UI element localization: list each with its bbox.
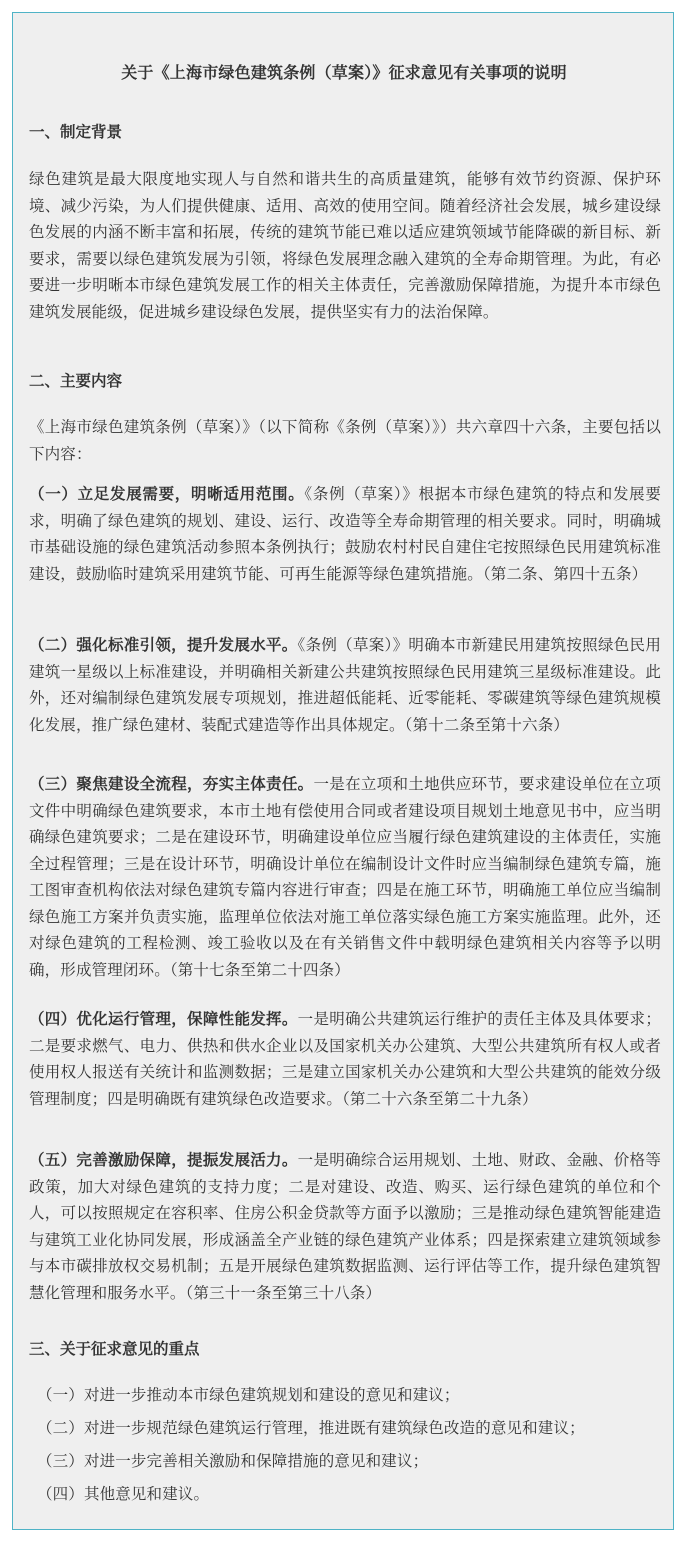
focus-item-1: （一）对进一步推动本市绿色建筑规划和建设的意见和建议； xyxy=(37,1386,460,1404)
content-item-4-text: 一是明确公共建筑运行维护的责任主体及具体要求；二是要求燃气、电力、供热和供水企业以及国家机关办公建筑、大型公共建筑所有权人或者使用权人报送有关统计和监测数据；三是建立国家机关办公建筑和大型公共建筑的能效分级管理制度；四是明确既有建筑绿色改造要求。（第二十六条至第二十九条） xyxy=(29,1010,661,1108)
focus-item-3: （三）对进一步完善相关激励和保障措施的意见和建议； xyxy=(37,1452,429,1470)
content-item-5 xyxy=(29,1147,661,1306)
content-item-1-text: 《条例（草案）》根据本市绿色建筑的特点和发展要求，明确了绿色建筑的规划、建设、运行、改造等全寿命期管理的相关要求。同时，明确城市基础设施的绿色建筑活动参照本条例执行；鼓励农村村民自建住宅按照绿色民用建筑标准建设，鼓励临时建筑采用建筑节能、可再生能源等绿色建筑措施。（第二条、第四十五条） xyxy=(29,485,661,583)
section-heading-consultation-focus: 三、关于征求意见的重点 xyxy=(29,1340,200,1358)
background-paragraph: 绿色建筑是最大限度地实现人与自然和谐共生的高质量建筑，能够有效节约资源、保护环境、减少污染，为人们提供健康、适用、高效的使用空间。随着经济社会发展，城乡建设绿色发展的内涵不断丰富和拓展，传统的建筑节能已难以适应建筑领域节能降碳的新目标、新要求，需要以绿色建筑发展为引领，将绿色发展理念融入建筑的全寿命期管理。为此，有必要进一步明晰本市绿色建筑发展工作的相关主体责任，完善激励保障措施，为提升本市绿色建筑发展能级，促进城乡建设绿色发展，提供坚实有力的法治保障。 xyxy=(29,170,661,321)
content-item-2 xyxy=(29,632,661,738)
content-item-5-text: 一是明确综合运用规划、土地、财政、金融、价格等政策，加大对绿色建筑的支持力度；二是对建设、改造、购买、运行绿色建筑的单位和个人，可以按照规定在容积率、住房公积金贷款等方面予以激励；三是推动绿色建筑智能建造与建筑工业化协同发展，形成涵盖全产业链的绿色建筑产业体系；四是探索建立建筑领域参与本市碳排放权交易机制；五是开展绿色建筑数据监测、运行评估等工作，提升绿色建筑智慧化管理和服务水平。（第三十一条至第三十八条） xyxy=(29,1151,661,1302)
content-item-4 xyxy=(29,1006,661,1112)
section-heading-background: 一、制定背景 xyxy=(29,123,123,141)
content-item-3 xyxy=(29,771,661,983)
content-item-1 xyxy=(29,481,661,587)
section-heading-main-content: 二、主要内容 xyxy=(29,372,123,390)
content-item-4-lead: （四）优化运行管理，保障性能发挥。 xyxy=(29,1010,298,1028)
content-item-5-lead: （五）完善激励保障，提振发展活力。 xyxy=(29,1151,298,1169)
focus-item-4: （四）其他意见和建议。 xyxy=(37,1485,210,1503)
focus-item-2: （二）对进一步规范绿色建筑运行管理，推进既有建筑绿色改造的意见和建议； xyxy=(37,1419,585,1437)
main-content-intro: 《上海市绿色建筑条例（草案）》（以下简称《条例（草案）》）共六章四十六条，主要包括以下内容： xyxy=(29,418,661,463)
document-frame xyxy=(12,12,674,1530)
content-item-3-lead: （三）聚焦建设全流程，夯实主体责任。 xyxy=(29,775,314,793)
content-item-2-text: 《条例（草案）》明确本市新建民用建筑按照绿色民用建筑一星级以上标准建设，并明确相关新建公共建筑按照绿色民用建筑三星级标准建设。此外，还对编制绿色建筑发展专项规划，推进超低能耗、近零能耗、零碳建筑等绿色建筑规模化发展，推广绿色建材、装配式建造等作出具体规定。（第十二条至第十六条） xyxy=(29,636,661,734)
content-item-3-text: 一是在立项和土地供应环节，要求建设单位在立项文件中明确绿色建筑要求，本市土地有偿使用合同或者建设项目规划土地意见书中，应当明确绿色建筑要求；二是在建设环节，明确建设单位应当履行绿色建筑建设的主体责任，实施全过程管理；三是在设计环节，明确设计单位在编制设计文件时应当编制绿色建筑专篇，施工图审查机构依法对绿色建筑专篇内容进行审查；四是在施工环节，明确施工单位应当编制绿色施工方案并负责实施，监理单位依法对施工单位落实绿色施工方案实施监理。此外，还对绿色建筑的工程检测、竣工验收以及在有关销售文件中载明绿色建筑相关内容等予以明确，形成管理闭环。（第十七条至第二十四条） xyxy=(29,775,661,979)
content-item-2-lead: （二）强化标准引领，提升发展水平。 xyxy=(29,636,298,654)
document-title: 关于《上海市绿色建筑条例（草案）》征求意见有关事项的说明 xyxy=(121,63,567,82)
content-item-1-lead: （一）立足发展需要，明晰适用范围。 xyxy=(29,485,305,503)
